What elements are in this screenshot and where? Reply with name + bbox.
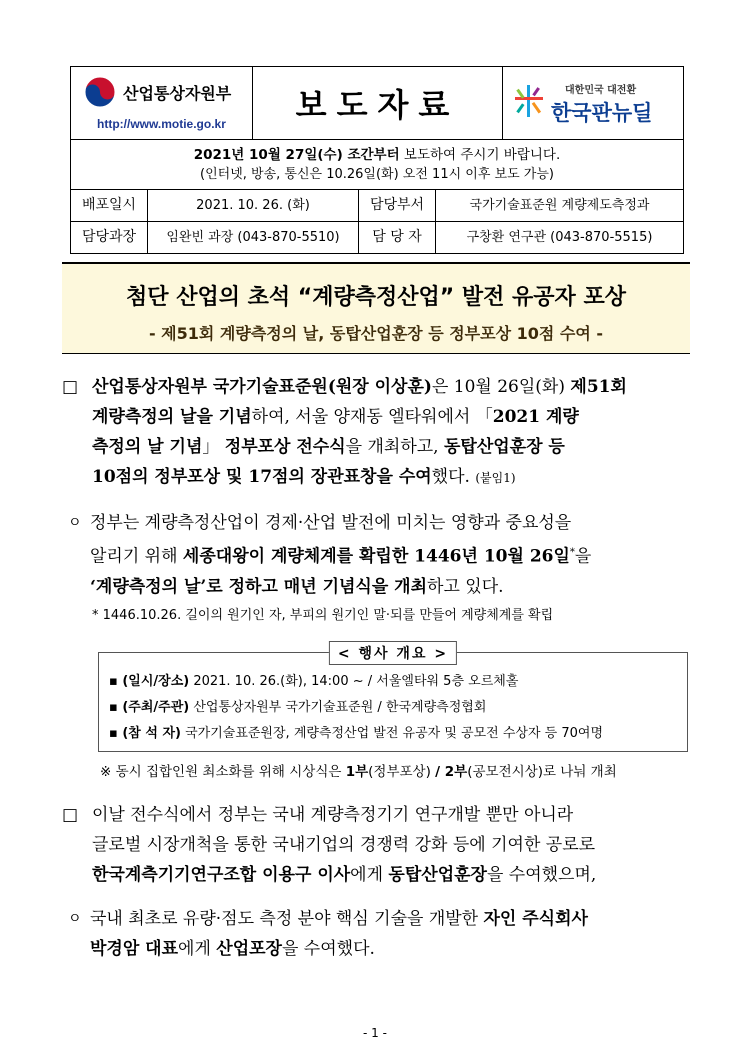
- brand-tagline: 대한민국 대전환: [565, 85, 637, 96]
- text-run: 했다.: [431, 467, 476, 487]
- event-note: [100, 760, 617, 780]
- paragraph-3: [62, 800, 702, 890]
- agency-name: 산업통상자원부 국가기술표준원(원장 이상훈): [92, 377, 432, 397]
- info-row: [71, 190, 684, 222]
- event-item-text: 산업통상자원부 국가기술표준원 / 한국계량측정협회: [189, 700, 487, 715]
- text-run: ※ 동시 집합인원 최소화를 위해 시상식은: [100, 764, 346, 780]
- title-banner: [62, 262, 690, 354]
- square-bullet: □: [62, 805, 79, 825]
- embargo-note: (인터넷, 방송, 통신은 10.26일(화) 오전 11시 이후 보도 가능): [200, 166, 554, 182]
- event-item: [109, 721, 603, 747]
- manager-label: 담당과장: [71, 222, 148, 253]
- contact-label: 담 당 자: [359, 222, 436, 253]
- footnote-marker: *: [569, 547, 575, 558]
- contact-value: 구창환 연구관 (043-870-5515): [466, 230, 653, 245]
- text-run: 동탑산업훈장 등: [443, 437, 565, 457]
- text-run: 10점의 정부포상 및 17점의 장관표창을 수여: [92, 467, 432, 487]
- release-date-value: 2021. 10. 26. (화): [148, 190, 359, 221]
- press-header-table: [70, 66, 684, 254]
- ministry-name: 산업통상자원부: [123, 84, 232, 103]
- text-run: 을 개최하고,: [345, 437, 444, 457]
- text-run: 을: [574, 546, 592, 567]
- text-run: 자인 주식회사: [483, 909, 588, 929]
- event-item-text: 국가기술표준원장, 계량측정산업 발전 유공자 및 공모전 수상자 등 70여명: [180, 726, 604, 741]
- text-run: 에게: [350, 865, 389, 885]
- embargo-text: 보도하여 주시기 바랍니다.: [399, 146, 561, 163]
- doc-type-title: 보도자료: [295, 86, 460, 124]
- doc-type-cell: [253, 67, 503, 140]
- text-run: 에게: [178, 939, 217, 959]
- text-run: 측정의 날 기념: [92, 437, 203, 457]
- text-run: 박경암 대표: [90, 939, 179, 959]
- ministry-logo-cell: [71, 67, 253, 140]
- event-overview-title: < 행사 개요 >: [329, 641, 457, 665]
- event-item-text: 2021. 10. 26.(화), 14:00 ~ / 서울엘타워 5층 오르체홀: [189, 674, 519, 689]
- text-run: 제51회: [570, 377, 627, 397]
- text-run: ‘계량측정의 날’로 정하고 매년 기념식을 개최: [90, 576, 428, 597]
- circle-bullet: ㅇ: [68, 911, 82, 927]
- event-item: [109, 669, 603, 695]
- text-run: 을 수여했으며,: [486, 865, 597, 885]
- event-overview-box: [98, 646, 688, 752]
- paragraph-4: [68, 904, 702, 964]
- text-run: (공모전시상)로 나눠 개최: [467, 764, 617, 780]
- event-item: [109, 695, 603, 721]
- event-item-label: ▪ (참 석 자): [109, 726, 181, 741]
- circle-bullet: ㅇ: [68, 515, 82, 531]
- subheadline: - 제51회 계량측정의 날, 동탑산업훈장 등 정부포상 10점 수여 -: [148, 324, 604, 343]
- text-run: 산업포장: [216, 939, 282, 959]
- page-number: - 1 -: [363, 1026, 387, 1040]
- text-line: 이날 전수식에서 정부는 국내 계량측정기기 연구개발 뿐만 아니라: [92, 805, 574, 825]
- paragraph-2: [68, 508, 702, 602]
- text-run: 」: [202, 437, 225, 457]
- department-value: 국가기술표준원 계량제도측정과: [469, 198, 650, 213]
- event-item-label: ▪ (주최/주관): [109, 700, 190, 715]
- footnote: * 1446.10.26. 길이의 원기인 자, 부피의 원기인 말·되를 만들어 계량체계를 확립: [92, 608, 554, 623]
- text-run: 세종대왕이 계량체계를 확립한 1446년 10월 26일: [182, 546, 570, 567]
- text-run: 하고 있다.: [427, 576, 504, 597]
- text-line: 글로벌 시장개척을 통한 국내기업의 경쟁력 강화 등에 기여한 공로로: [92, 835, 596, 855]
- text-run: 동탑산업훈장: [388, 865, 487, 885]
- headline: 첨단 산업의 초석 “계량측정산업” 발전 유공자 포상: [126, 285, 626, 310]
- square-bullet: □: [62, 377, 79, 397]
- text-run: 국내 최초로 유량·점도 측정 분야 핵심 기술을 개발한: [90, 909, 484, 929]
- brand-logo-cell: [503, 67, 684, 140]
- text-run: 2021 계량: [492, 407, 579, 427]
- info-row: [71, 222, 684, 254]
- text-run: 정부포상 전수식: [224, 437, 346, 457]
- text-run: 한국계측기기연구조합 이용구 이사: [92, 865, 351, 885]
- embargo-date: 2021년 10월 27일(수) 조간부터: [193, 146, 400, 163]
- motie-emblem-icon: [83, 75, 117, 109]
- text-run: 하여, 서울 양재동 엘타워에서 「: [251, 407, 493, 427]
- department-label: 담당부서: [359, 190, 436, 221]
- manager-value: 임완빈 과장 (043-870-5510): [148, 222, 359, 253]
- text-run: 1부: [345, 764, 369, 780]
- paragraph-1: [62, 372, 702, 493]
- text-run: 은 10월 26일(화): [431, 377, 571, 397]
- text-run: 알리기 위해: [90, 546, 183, 567]
- brand-name: 한국판뉴딜: [551, 101, 653, 125]
- embargo-cell: [71, 140, 684, 190]
- text-line: 정부는 계량측정산업이 경제·산업 발전에 미치는 영향과 중요성을: [90, 513, 572, 533]
- event-item-label: ▪ (일시/장소): [109, 674, 190, 689]
- text-run: / 2부: [435, 764, 468, 780]
- text-run: 계량측정의 날을 기념: [92, 407, 252, 427]
- release-date-label: 배포일시: [71, 190, 148, 221]
- text-run: (정부포상): [368, 764, 436, 780]
- ministry-url[interactable]: http://www.motie.go.kr: [97, 117, 226, 131]
- text-run: 을 수여했다.: [281, 939, 375, 959]
- new-deal-logo-icon: [513, 83, 545, 119]
- attachment-ref: (붙임1): [475, 471, 516, 485]
